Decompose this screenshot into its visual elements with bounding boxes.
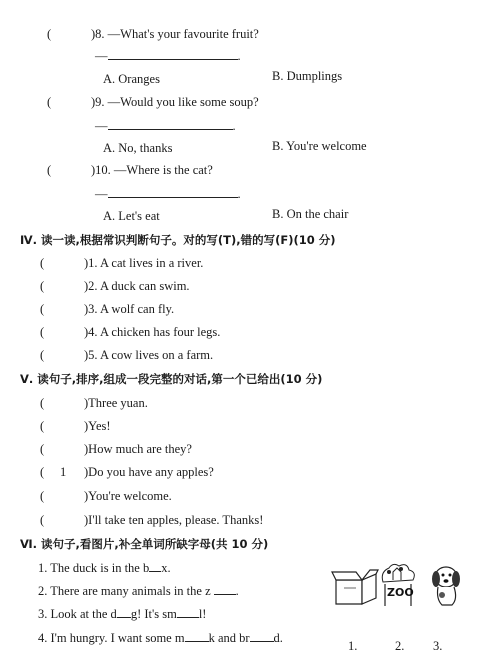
- part6-sentence-4[interactable]: 4. I'm hungry. I want some m k and br d.: [38, 631, 283, 645]
- part5-item[interactable]: ( )You're welcome.: [40, 489, 172, 503]
- q8-blank[interactable]: [108, 48, 238, 60]
- part5-item[interactable]: ( )Yes!: [40, 419, 111, 433]
- part6-heading: Ⅵ. 读句子,看图片,补全单词所缺字母(共 10 分): [20, 537, 269, 551]
- blank[interactable]: [185, 630, 209, 642]
- blank[interactable]: [149, 560, 161, 572]
- q10-option-a[interactable]: A. Let's eat: [103, 209, 160, 223]
- dog-picture: [428, 563, 464, 609]
- part5-item[interactable]: ( 1 )Do you have any apples?: [40, 465, 214, 479]
- pic-label-3: 3.: [433, 639, 443, 653]
- q8-stem: ( )8. —What's your favourite fruit?: [47, 27, 259, 41]
- q9-blank[interactable]: [108, 118, 233, 130]
- part4-item[interactable]: ( )1. A cat lives in a river.: [40, 256, 204, 270]
- part6-sentence-2[interactable]: 2. There are many animals in the z .: [38, 584, 239, 598]
- pic-label-2: 2.: [395, 639, 405, 653]
- part5-heading: Ⅴ. 读句子,排序,组成一段完整的对话,第一个已给出(10 分): [20, 372, 323, 386]
- blank[interactable]: [117, 606, 131, 618]
- given-answer: 1: [60, 465, 67, 479]
- part5-item[interactable]: ( )Three yuan.: [40, 396, 148, 410]
- q10-option-b[interactable]: B. On the chair: [272, 207, 349, 221]
- q10-answer-line[interactable]: — .: [95, 187, 241, 201]
- part5-item[interactable]: ( )I'll take ten apples, please. Thanks!: [40, 513, 264, 527]
- part6-sentence-1[interactable]: 1. The duck is in the b x.: [38, 561, 171, 575]
- blank[interactable]: [177, 606, 199, 618]
- part4-item[interactable]: ( )3. A wolf can fly.: [40, 302, 175, 316]
- q8-answer-line[interactable]: — .: [95, 49, 241, 63]
- part4-heading: Ⅳ. 读一读,根据常识判断句子。对的写(T),错的写(F)(10 分): [20, 233, 336, 247]
- q10-blank[interactable]: [108, 186, 238, 198]
- q10-stem: ( )10. —Where is the cat?: [47, 163, 213, 177]
- q8-option-b[interactable]: B. Dumplings: [272, 69, 343, 83]
- zoo-sign-text: ZOO: [387, 586, 414, 599]
- pic-label-1: 1.: [348, 639, 358, 653]
- q8-option-a[interactable]: A. Oranges: [103, 72, 160, 86]
- part4-item[interactable]: ( )5. A cow lives on a farm.: [40, 348, 214, 362]
- zoo-picture: [375, 560, 425, 608]
- q9-answer-line[interactable]: — .: [95, 119, 236, 133]
- q9-option-b[interactable]: B. You're welcome: [272, 139, 367, 153]
- q9-stem: ( )9. —Would you like some soup?: [47, 95, 259, 109]
- blank[interactable]: [250, 630, 274, 642]
- q9-option-a[interactable]: A. No, thanks: [103, 141, 173, 155]
- part6-sentence-3[interactable]: 3. Look at the d g! It's sm l!: [38, 607, 207, 621]
- part4-item[interactable]: ( )2. A duck can swim.: [40, 279, 190, 293]
- part4-item[interactable]: ( )4. A chicken has four legs.: [40, 325, 221, 339]
- blank[interactable]: [214, 583, 236, 595]
- part5-item[interactable]: ( )How much are they?: [40, 442, 192, 456]
- box-picture: [330, 568, 380, 606]
